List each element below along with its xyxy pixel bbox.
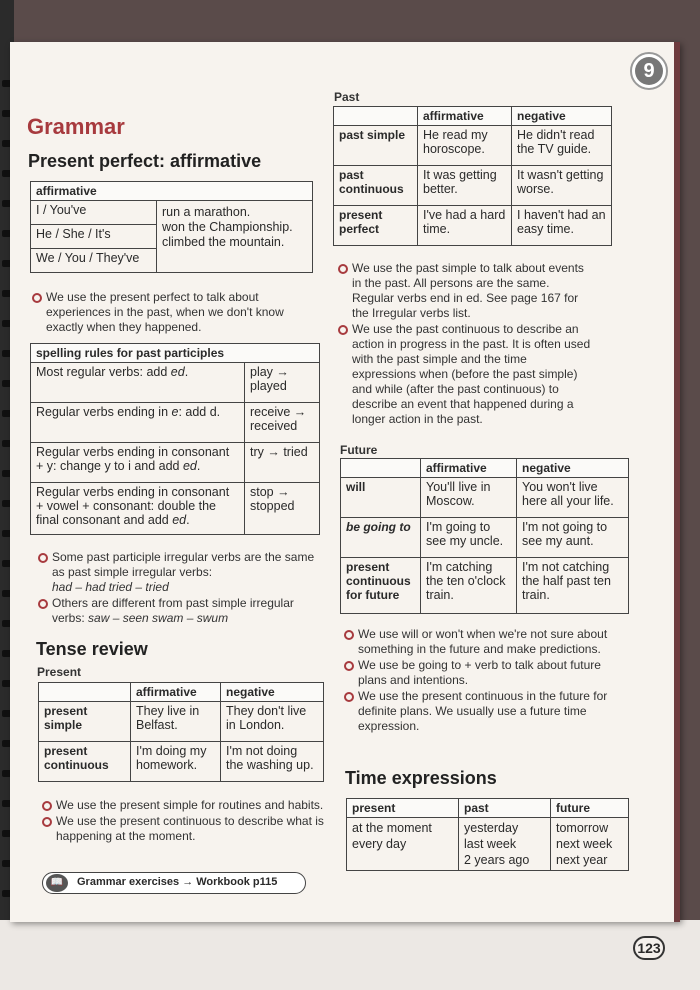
pp-subject: We / You / They've [31, 249, 157, 273]
pp-object: run a marathon. [162, 205, 251, 219]
irregular-notes [36, 550, 322, 627]
cell-negative: It wasn't getting worse. [512, 166, 612, 206]
pp-table-header: affirmative [31, 182, 313, 201]
spelling-rule: Regular verbs ending in consonant + y: change y to i and add ed. [31, 443, 245, 483]
spelling-table [30, 343, 320, 535]
spelling-example: play → played [245, 363, 320, 403]
row-label: present continuous for future [341, 558, 421, 614]
book-icon: 📖 [46, 874, 68, 892]
pp-subject: I / You've [31, 201, 157, 225]
col-present: present [347, 799, 459, 818]
pp-note: We use the present perfect to talk about experiences in the past, when we don't know exactly when they happened. [30, 290, 320, 335]
past-note: We use the past continuous to describe an action in progress in the past. It is often used with the past simple and the time expressions when (before the past simple) and while (after the past continuous) to describe an event that happened during a longer action in the past. [336, 322, 594, 427]
pp-notes [30, 290, 320, 336]
irregular-note: Some past participle irregular verbs are the same as past simple irregular verbs: had – had tried – tried [36, 550, 322, 595]
cell-negative: He didn't read the TV guide. [512, 126, 612, 166]
spelling-example: try → tried [245, 443, 320, 483]
spelling-rule: Regular verbs ending in e: add d. [31, 403, 245, 443]
row-label: present continuous [39, 742, 131, 782]
past-table [333, 106, 612, 246]
col-negative: negative [512, 107, 612, 126]
pp-object: won the Championship. [162, 220, 293, 234]
row-label: present simple [39, 702, 131, 742]
cell-affirmative: I'm doing my homework. [131, 742, 221, 782]
cell-affirmative: I'm catching the ten o'clock train. [421, 558, 517, 614]
row-label: past continuous [334, 166, 418, 206]
present-perfect-table [30, 181, 313, 273]
spelling-rule: Regular verbs ending in consonant + vowel + consonant: double the final consonant and add ed. [31, 483, 245, 535]
cell-negative: I'm not doing the washing up. [221, 742, 324, 782]
unit-number: 9 [635, 57, 663, 85]
col-future: future [551, 799, 629, 818]
page-number: 123 [633, 936, 665, 960]
present-notes [40, 798, 324, 845]
spelling-rule: Most regular verbs: add ed. [31, 363, 245, 403]
col-negative: negative [517, 459, 629, 478]
past-label: Past [334, 90, 360, 104]
row-label: will [341, 478, 421, 518]
cell-affirmative: I've had a hard time. [418, 206, 512, 246]
unit-badge [630, 52, 668, 90]
col-affirmative: affirmative [131, 683, 221, 702]
row-label: past simple [334, 126, 418, 166]
col-affirmative: affirmative [421, 459, 517, 478]
row-label: present perfect [334, 206, 418, 246]
future-table [340, 458, 629, 614]
col-negative: negative [221, 683, 324, 702]
irregular-note: Others are different from past simple irregular verbs: saw – seen swam – swum [36, 596, 322, 626]
time-expressions-heading: Time expressions [345, 768, 497, 788]
spelling-example: receive → received [245, 403, 320, 443]
past-note: We use the past simple to talk about events in the past. All persons are the same. Regular verbs end in ed. See page 167 for the Irregular verbs list. [336, 261, 594, 321]
cell-negative: They don't live in London. [221, 702, 324, 742]
tense-review-heading: Tense review [36, 639, 148, 659]
present-perfect-heading: Present perfect: affirmative [28, 151, 262, 171]
cell-negative: I haven't had an easy time. [512, 206, 612, 246]
page-title: Grammar [27, 114, 125, 139]
cell-affirmative: You'll live in Moscow. [421, 478, 517, 518]
spelling-header: spelling rules for past participles [31, 344, 320, 363]
present-note: We use the present simple for routines and habits. [40, 798, 324, 813]
cell-affirmative: They live in Belfast. [131, 702, 221, 742]
present-label: Present [37, 665, 82, 679]
cell-affirmative: I'm going to see my uncle. [421, 518, 517, 558]
past-expressions: yesterday last week 2 years ago [459, 818, 551, 871]
present-note: We use the present continuous to describe what is happening at the moment. [40, 814, 324, 844]
col-past: past [459, 799, 551, 818]
grammar-exercises-link[interactable] [42, 872, 306, 894]
underlying-page [0, 920, 700, 990]
future-label: Future [340, 443, 378, 457]
future-expressions: tomorrow next week next year [551, 818, 629, 871]
future-note: We use the present continuous in the future for definite plans. We usually use a future time expression. [342, 689, 612, 734]
exercises-link-label: Grammar exercises → Workbook p115 [77, 876, 278, 888]
present-expressions: at the moment every day [347, 818, 459, 871]
cell-negative: You won't live here all your life. [517, 478, 629, 518]
cell-negative: I'm not going to see my aunt. [517, 518, 629, 558]
present-table [38, 682, 324, 782]
future-notes [342, 627, 612, 735]
cell-affirmative: It was getting better. [418, 166, 512, 206]
cell-negative: I'm not catching the half past ten train. [517, 558, 629, 614]
cell-affirmative: He read my horoscope. [418, 126, 512, 166]
pp-objects [157, 201, 313, 273]
future-note: We use will or won't when we're not sure about something in the future and make predictions. [342, 627, 612, 657]
col-affirmative: affirmative [418, 107, 512, 126]
pp-object: climbed the mountain. [162, 235, 285, 249]
time-expressions-table [346, 798, 629, 871]
spelling-example: stop → stopped [245, 483, 320, 535]
row-label: be going to [341, 518, 421, 558]
pp-subject: He / She / It's [31, 225, 157, 249]
future-note: We use be going to + verb to talk about future plans and intentions. [342, 658, 612, 688]
past-notes [336, 261, 594, 428]
